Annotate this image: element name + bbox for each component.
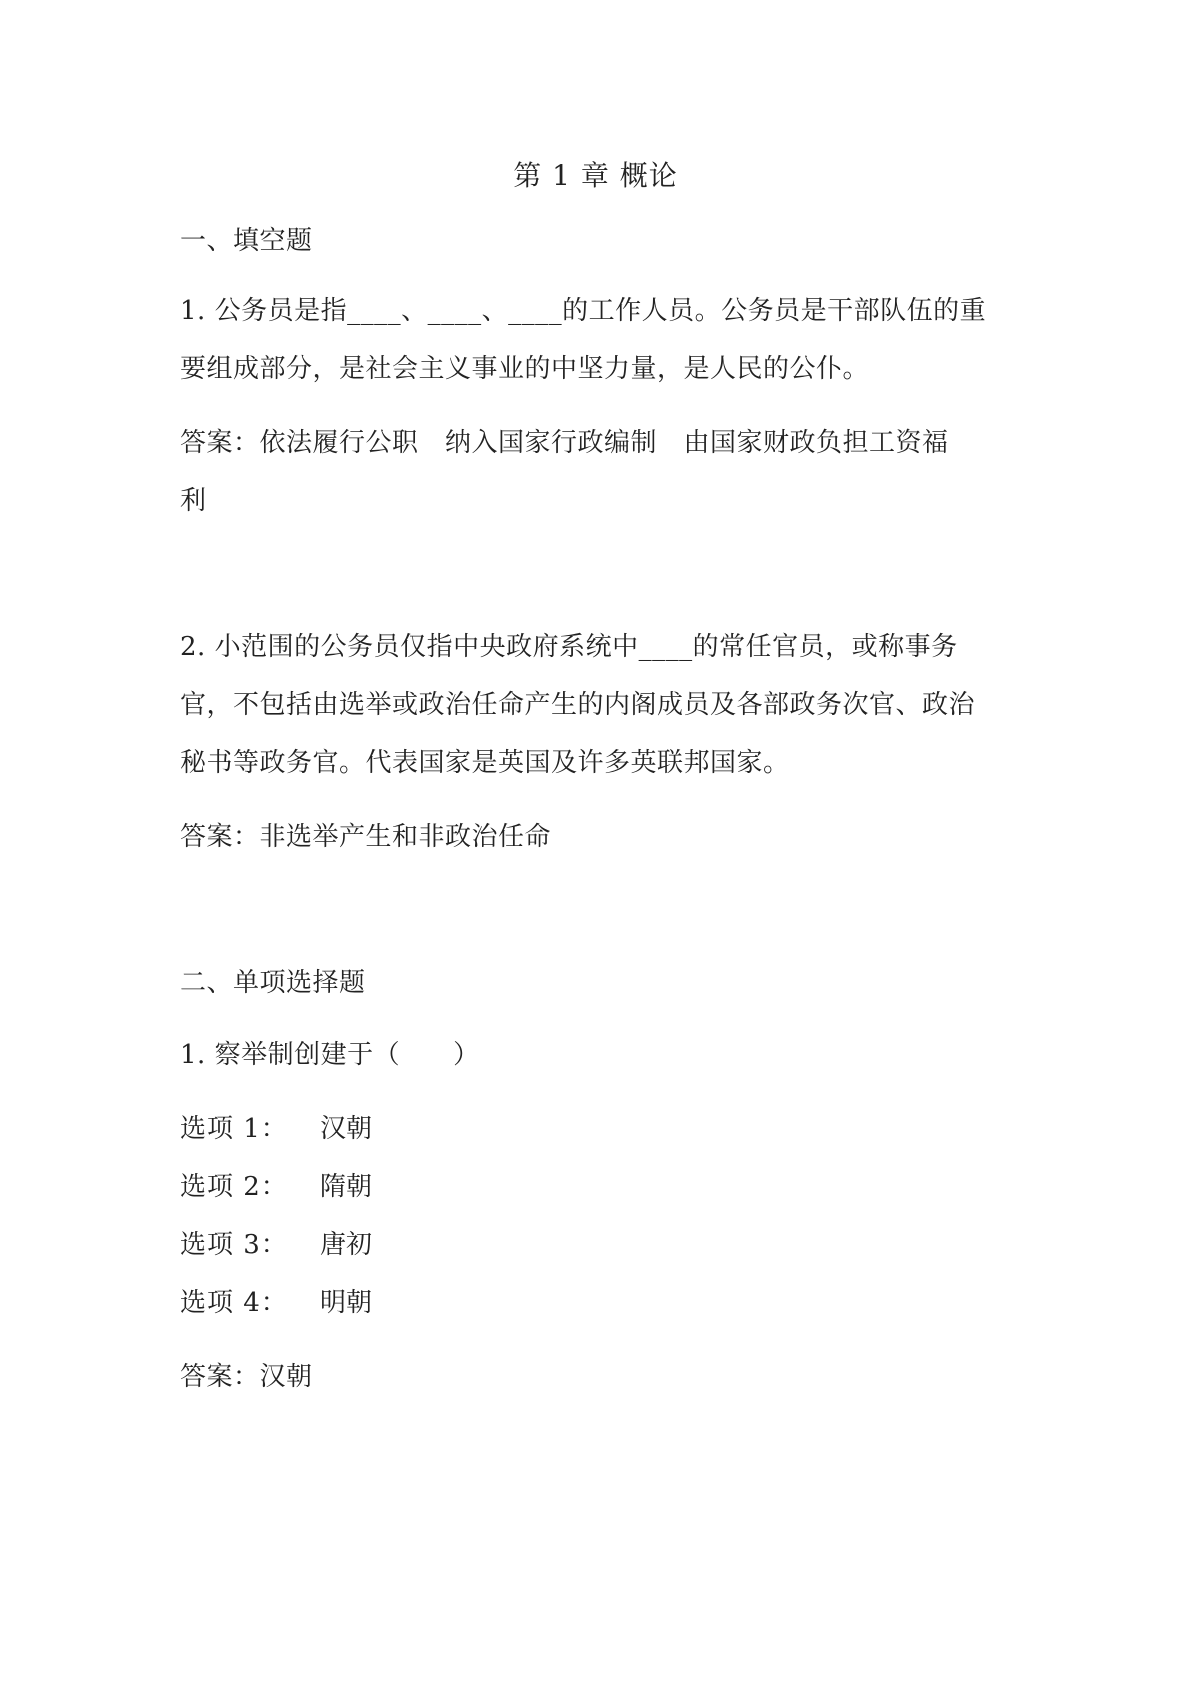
option-label: 选项 4： [180, 1288, 288, 1318]
chapter-title: 第 1 章 概论 [513, 159, 678, 192]
choice-question-1: 1. 察举制创建于（ ） [180, 1040, 480, 1070]
option-label: 选项 2： [180, 1172, 288, 1202]
question-2-line-2: 官，不包括由选举或政治任命产生的内阁成员及各部政务次官、政治 [180, 690, 976, 720]
option-value: 隋朝 [320, 1172, 373, 1202]
question-2-answer: 答案：非选举产生和非政治任命 [180, 822, 552, 852]
option-value: 明朝 [320, 1288, 373, 1318]
question-1-line-2: 要组成部分，是社会主义事业的中坚力量，是人民的公仆。 [180, 354, 870, 384]
section-heading-single-choice: 二、单项选择题 [180, 968, 366, 998]
question-2-line-3: 秘书等政务官。代表国家是英国及许多英联邦国家。 [180, 748, 790, 778]
question-1-answer-line-2: 利 [180, 486, 207, 516]
section-heading-fill-in: 一、填空题 [180, 226, 313, 256]
question-1-answer-line-1: 答案：依法履行公职 纳入国家行政编制 由国家财政负担工资福 [180, 428, 949, 458]
choice-question-1-answer: 答案：汉朝 [180, 1362, 313, 1392]
option-value: 唐初 [320, 1230, 373, 1260]
option-label: 选项 1： [180, 1114, 288, 1144]
question-1-line-1: 1. 公务员是指____、____、____的工作人员。公务员是干部队伍的重 [180, 296, 987, 326]
question-2-line-1: 2. 小范围的公务员仅指中央政府系统中____的常任官员，或称事务 [180, 632, 958, 662]
option-value: 汉朝 [320, 1114, 373, 1144]
option-label: 选项 3： [180, 1230, 288, 1260]
